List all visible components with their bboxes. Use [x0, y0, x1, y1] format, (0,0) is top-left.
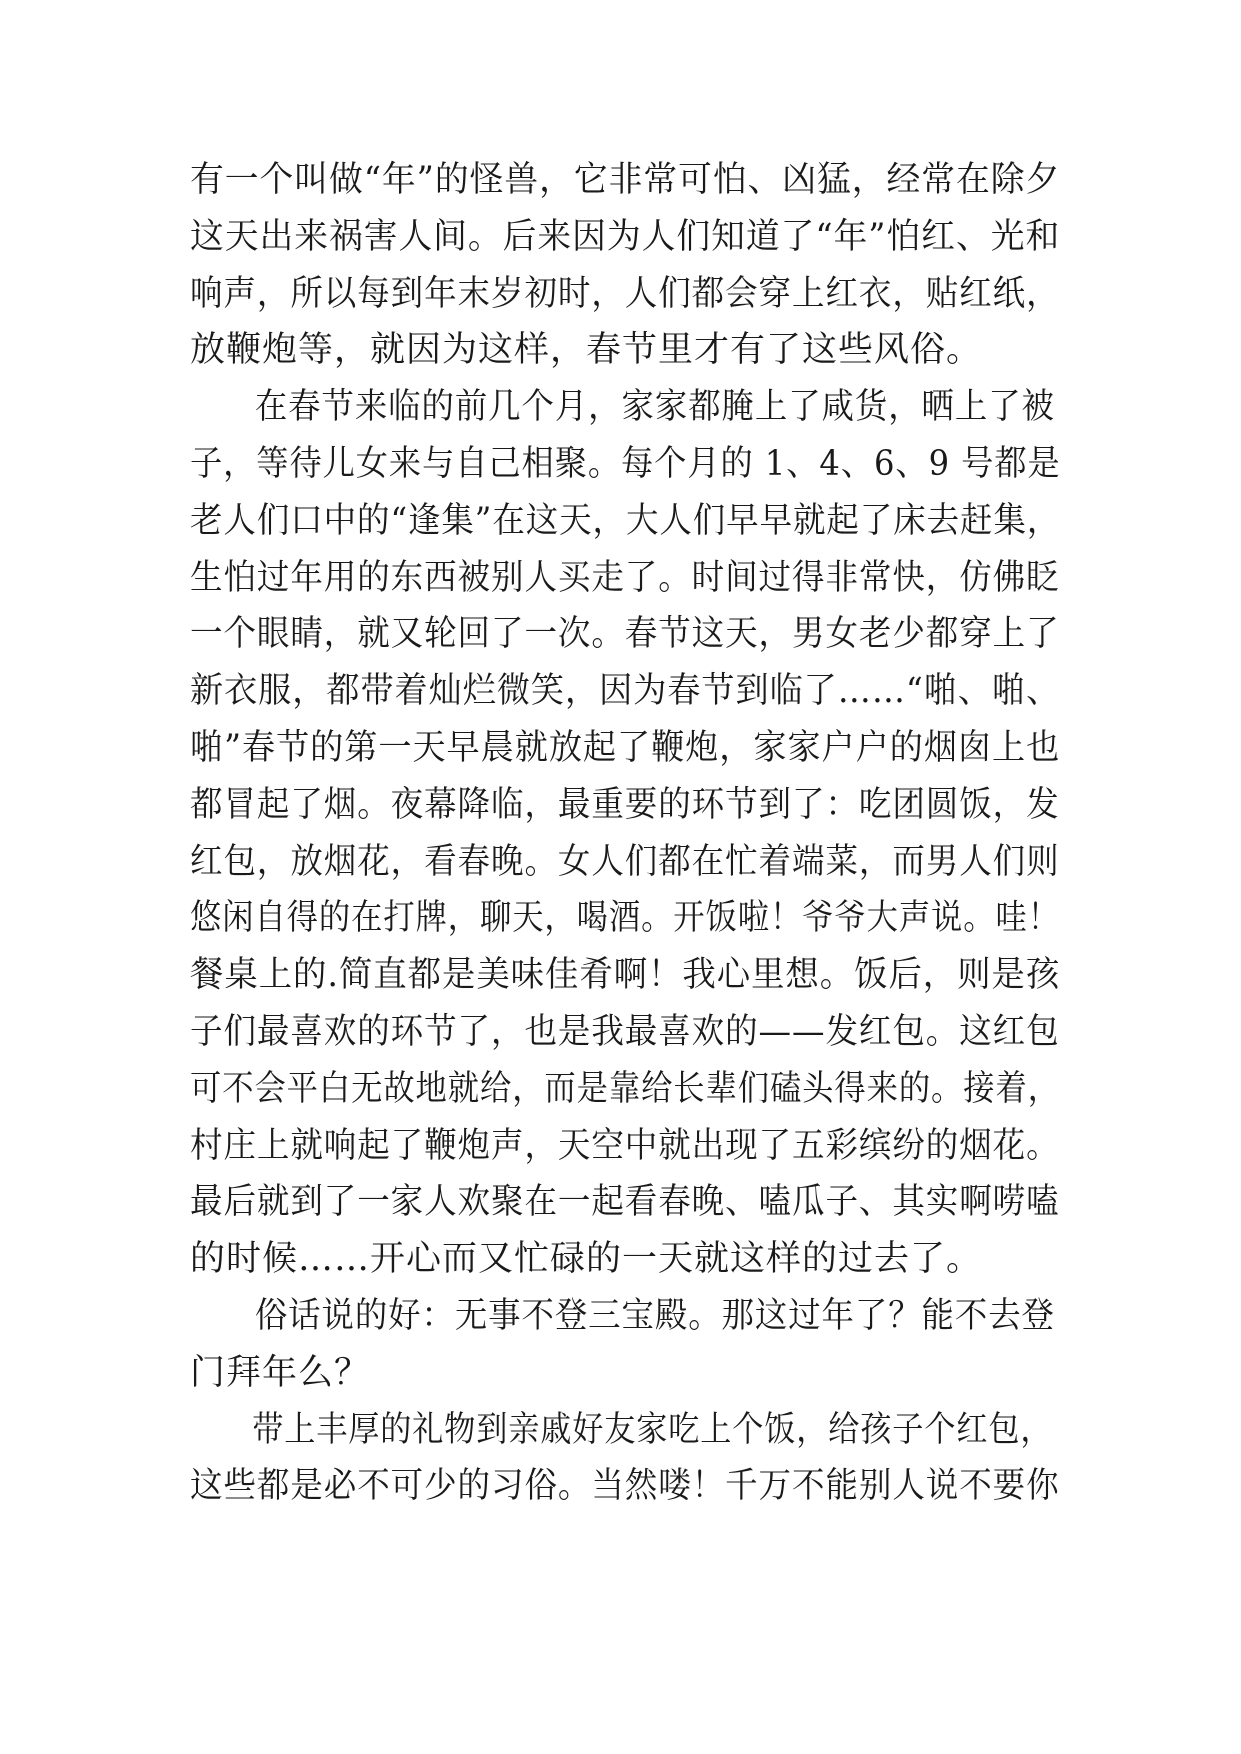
text-line: 啪”春节的第一天早晨就放起了鞭炮，家家户户的烟囱上也 — [190, 727, 1061, 768]
paragraph-first-line: 在春节来临的前几个月，家家都腌上了咸货，晒上了被 — [254, 387, 1055, 428]
text-line: 都冒起了烟。夜幕降临，最重要的环节到了：吃团圆饭，发 — [190, 784, 1060, 825]
body-text — [190, 152, 1060, 1515]
text-line: 红包，放烟花，看春晚。女人们都在忙着端菜，而男人们则 — [190, 841, 1060, 882]
paragraph-first-line: 俗话说的好：无事不登三宝殿。那这过年了？能不去登 — [254, 1295, 1055, 1336]
paragraph-first-line: 带上丰厚的礼物到亲戚好友家吃上个饭，给孩子个红包， — [252, 1409, 1053, 1450]
text-line: 放鞭炮等，就因为这样，春节里才有了这些风俗。 — [190, 330, 983, 371]
text-line: 这些都是必不可少的习俗。当然喽！千万不能别人说不要你 — [190, 1466, 1060, 1507]
text-line: 的时候……开心而又忙碌的一天就这样的过去了。 — [190, 1239, 983, 1280]
text-line: 子，等待儿女来与自己相聚。每个月的 1、4、6、9 号都是 — [190, 443, 1061, 484]
text-line: 餐桌上的.简直都是美味佳肴啊！我心里想。饭后，则是孩 — [190, 955, 1061, 996]
text-line: 响声，所以每到年末岁初时，人们都会穿上红衣，贴红纸， — [190, 273, 1060, 314]
text-line: 一个眼睛，就又轮回了一次。春节这天，男女老少都穿上了 — [190, 614, 1060, 655]
text-line: 悠闲自得的在打牌，聊天，喝酒。开饭啦！爷爷大声说。哇！ — [190, 898, 1060, 939]
text-line: 生怕过年用的东西被别人买走了。时间过得非常快，仿佛眨 — [190, 557, 1060, 598]
text-line: 新衣服，都带着灿烂微笑，因为春节到临了……“啪、啪、 — [190, 671, 1061, 712]
text-line: 门拜年么？ — [190, 1352, 371, 1393]
text-line: 最后就到了一家人欢聚在一起看春晚、嗑瓜子、其实啊唠嗑 — [190, 1182, 1060, 1223]
text-line: 这天出来祸害人间。后来因为人们知道了“年”怕红、光和 — [190, 216, 1061, 257]
text-line: 村庄上就响起了鞭炮声，天空中就出现了五彩缤纷的烟花。 — [190, 1125, 1060, 1166]
text-line: 老人们口中的“逢集”在这天，大人们早早就起了床去赶集， — [190, 500, 1061, 541]
text-line: 有一个叫做“年”的怪兽，它非常可怕、凶猛，经常在除夕 — [190, 160, 1061, 200]
text-line: 子们最喜欢的环节了，也是我最喜欢的——发红包。这红包 — [190, 1011, 1060, 1052]
text-line: 可不会平白无故地就给，而是靠给长辈们磕头得来的。接着， — [190, 1068, 1060, 1109]
